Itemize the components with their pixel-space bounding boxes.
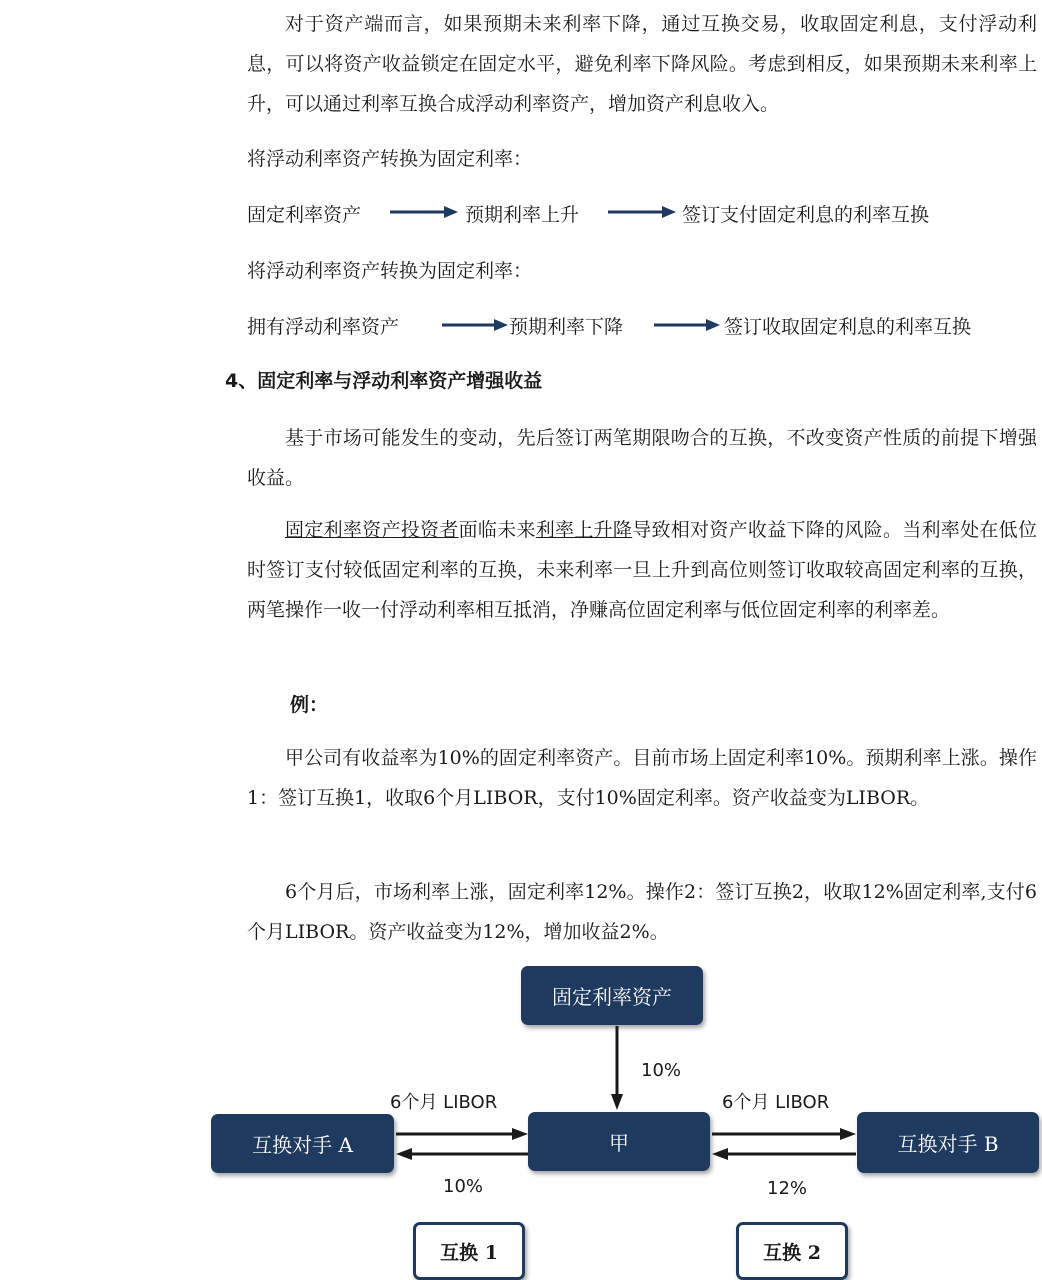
- flow2-label: 将浮动利率资产转换为固定利率：: [247, 260, 533, 282]
- flow2-step1: 拥有浮动利率资产: [247, 316, 400, 338]
- flow1-step1: 固定利率资产: [247, 204, 362, 226]
- jia-company-box: 甲: [528, 1112, 710, 1171]
- flow1-label: 将浮动利率资产转换为固定利率：: [247, 148, 533, 170]
- swap1-arrows: [394, 1124, 530, 1164]
- flow2-arrow1: [440, 315, 510, 335]
- flow2-arrow2: [652, 315, 722, 335]
- underlined-phrase-rate: 利率上升降: [535, 519, 633, 541]
- flow1-arrow2: [606, 202, 678, 222]
- counterparty-a-box: 互换对手 A: [211, 1114, 394, 1173]
- swap2-box: 互换 2: [736, 1222, 848, 1280]
- example-label: 例：: [290, 694, 329, 716]
- asset-to-jia-arrow: [607, 1024, 627, 1112]
- fixed-rate-asset-box: 固定利率资产: [521, 966, 703, 1025]
- swap2-arrows: [710, 1124, 858, 1164]
- left-libor-label: 6个月 LIBOR: [390, 1092, 498, 1113]
- swap1-box: 互换 1: [413, 1222, 525, 1280]
- underlined-phrase-investor: 固定利率资产投资者: [285, 519, 459, 541]
- top-rate-label: 10%: [641, 1060, 682, 1081]
- flow1-step3: 签订支付固定利息的利率互换: [682, 204, 930, 226]
- section-heading: 4、固定利率与浮动利率资产增强收益: [225, 370, 543, 392]
- flow1-arrow1: [388, 202, 460, 222]
- right-fixed-rate-label: 12%: [767, 1178, 808, 1199]
- example-paragraph1: 甲公司有收益率为10%的固定利率资产。目前市场上固定利率10%。预期利率上涨。操作1：签订互换1，收取6个月LIBOR，支付10%固定利率。资产收益变为LIBOR。: [247, 747, 1037, 809]
- section4-paragraph2: [247, 510, 1037, 630]
- flow2-step3: 签订收取固定利息的利率互换: [724, 316, 972, 338]
- paragraph2-text-a: 面临未来: [458, 519, 536, 541]
- paragraph2-text-b: 导致相对资产收益下降的风险。当利率处在低位时签订支付较低固定利率的互换，未来利率一旦上升到高位则签订收取较高固定利率的互换，两笔操作一收一付浮动利率相互抵消，净赚高位固定利率与低位固定利率的利率差。: [247, 519, 1037, 621]
- right-libor-label: 6个月 LIBOR: [722, 1092, 830, 1113]
- intro-paragraph: 对于资产端而言，如果预期未来利率下降，通过互换交易，收取固定利息，支付浮动利息，可以将资产收益锁定在固定水平，避免利率下降风险。考虑到相反，如果预期未来利率上升，可以通过利率互换合成浮动利率资产，增加资产利息收入。: [247, 13, 1037, 115]
- counterparty-b-box: 互换对手 B: [857, 1112, 1039, 1173]
- left-fixed-rate-label: 10%: [443, 1176, 484, 1197]
- flow1-step2: 预期利率上升: [465, 204, 580, 226]
- section4-paragraph1: 基于市场可能发生的变动，先后签订两笔期限吻合的互换，不改变资产性质的前提下增强收益。: [247, 427, 1037, 489]
- flow2-step2: 预期利率下降: [509, 316, 624, 338]
- example-paragraph2: 6个月后，市场利率上涨，固定利率12%。操作2：签订互换2，收取12%固定利率,支付6个月LIBOR。资产收益变为12%，增加收益2%。: [247, 881, 1037, 943]
